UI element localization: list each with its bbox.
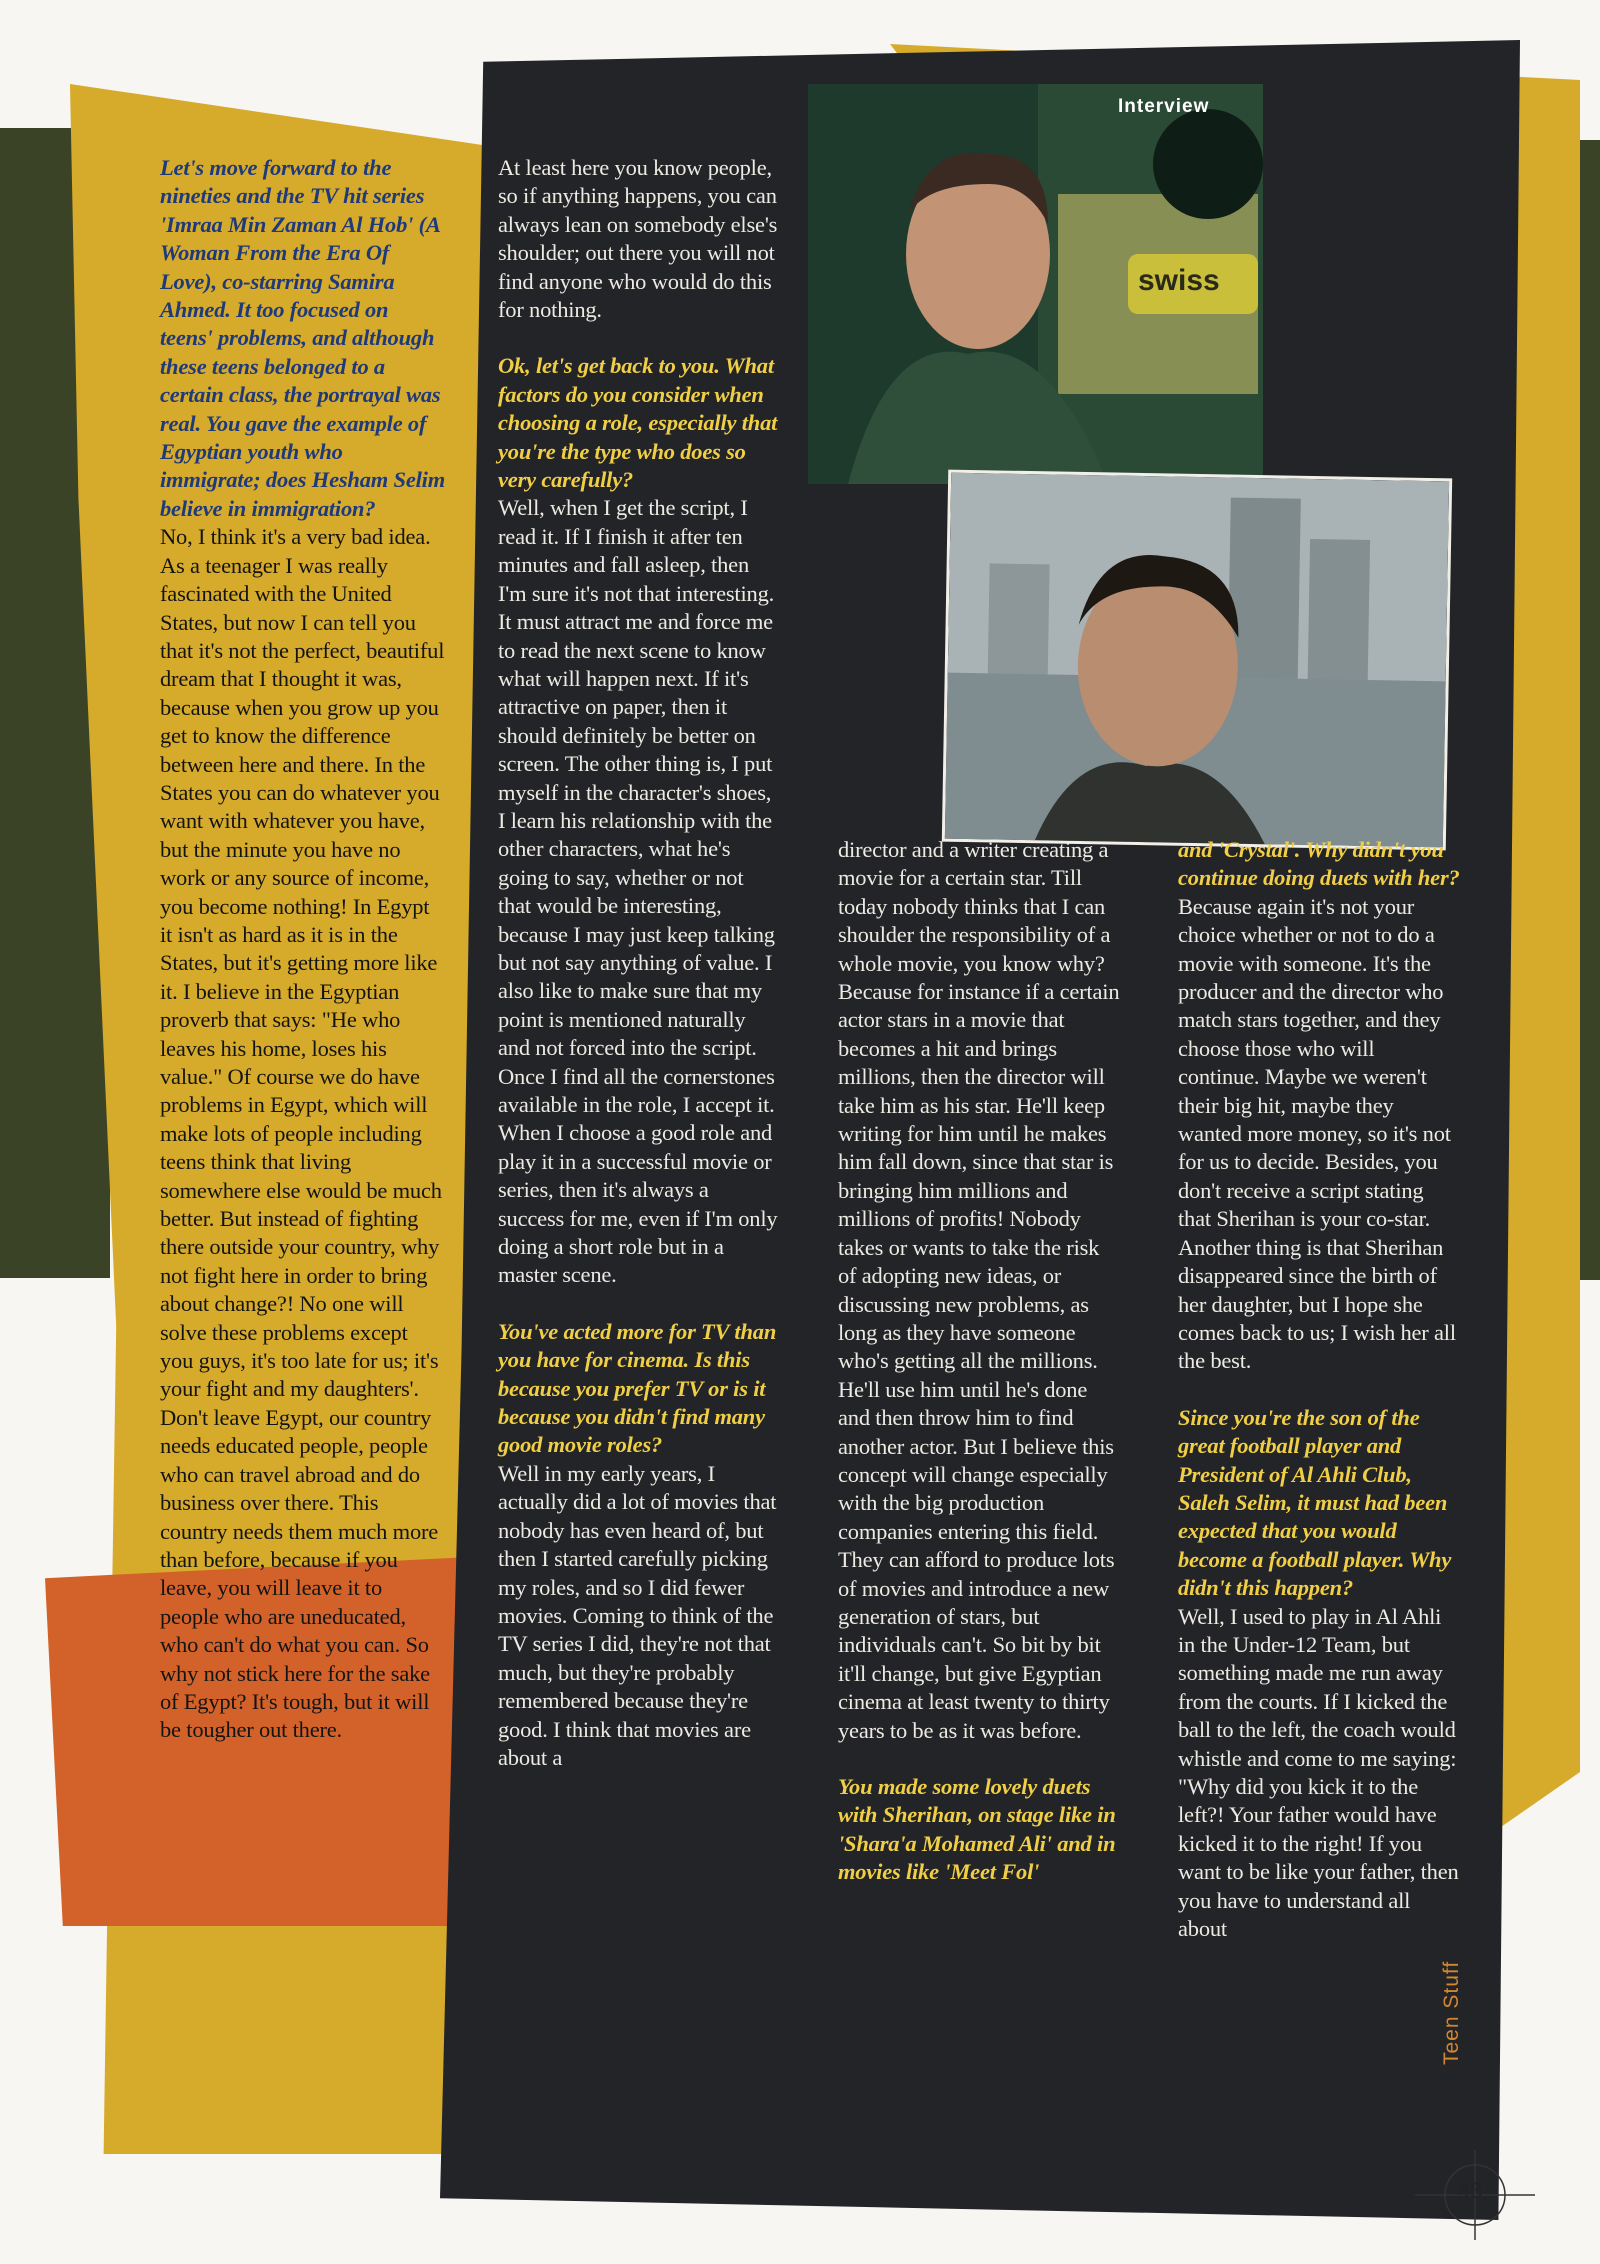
interview-photo-skyline — [942, 470, 1452, 851]
section-label: Interview — [1118, 96, 1210, 117]
article-column-4 — [1178, 836, 1460, 1971]
article-column-2 — [498, 154, 780, 1800]
question-football: Since you're the son of the great football player and President of Al Ahli Club, Saleh Selim, it must had been expected that you would become a football player. Why didn't this happen? — [1178, 1404, 1452, 1601]
question-immigration: Let's move forward to the nineties and the TV hit series 'Imraa Min Zaman Al Hob' (A Woman From the Era Of Love), co-starring Samira Ahmed. It too focused on teens' problems, and although these teens belonged to a certain class, the portrayal was real. You gave the example of Egyptian youth who immigrate; does Hesham Selim believe in immigration? — [160, 155, 446, 521]
answer-choosing-role: Well, when I get the script, I read it. If I finish it after ten minutes and fall asleep, then I'm sure it's not that interesting. It must attract me and force me to read the next scene to know what will happen next. If it's attractive on paper, then it should definitely be better on screen. The other thing is, I put myself in the character's shoes, I learn his relationship with the other characters, what he's going to say, whether or not that would be interesting, because I may just keep talking but not say anything of value. I also like to make sure that my point is mentioned naturally and not forced into the script. Once I find all the cornerstones available in the role, I accept it. When I choose a good role and play it in a successful movie or series, then it's always a success for me, even if I'm only doing a short role but in a master scene. — [498, 495, 778, 1288]
answer-sherihan-duets: Because again it's not your choice whether or not to do a movie with someone. It's the producer and the director who match stars together, and they choose those who will continue. Maybe we weren't their big hit, maybe they wanted more money, so it's not for us to decide. Besides, you don't receive a script stating that Sherihan is your co-star. Another thing is that Sherihan disappeared since the birth of her daughter, but I hope she comes back to us; I wish her all the best. — [1178, 893, 1456, 1374]
article-column-1 — [160, 154, 446, 1773]
answer-tv-vs-cinema-cont: director and a writer creating a movie for a certain star. Till today nobody thinks that I can shoulder the responsibility of a whole movie, you know why? Because for instance if a certain actor stars in a movie that becomes a hit and brings millions, then the director will take him as his star. He'll keep writing for him until he makes him fall down, since that star is bringing him millions and millions of profits! Nobody takes or wants to take the risk of adopting new ideas, or discussing new problems, as long as they have someone who's getting all the millions. He'll use him until he's done and then throw him to find another actor. But I believe this concept will change especially with the big production companies entering this field. They can afford to produce lots of movies and introduce a new generation of stars, but individuals can't. So bit by bit it'll change, but give Egyptian cinema at least twenty to thirty years to be as it was before. — [838, 837, 1120, 1743]
answer-tv-vs-cinema: Well in my early years, I actually did a lot of movies that nobody has even heard of, but then I started carefully picking my roles, and so I did fewer movies. Coming to think of the TV series I did, they're not that much, but they're probably remembered because they're good. I think that movies are about a — [498, 1460, 777, 1770]
answer-football: Well, I used to play in Al Ahli in the Under-12 Team, but something made me run away from the courts. If I kicked the ball to the left, the coach would whistle and come to me saying: "Why did you kick it to the left?! Your father would have kicked it to the right! If you want to be like your father, then you have to understand all about — [1178, 1603, 1459, 1942]
article-column-3 — [838, 836, 1120, 1915]
question-sherihan-duets-cont: and 'Crystal'. Why didn't you continue doing duets with her? — [1178, 837, 1460, 891]
page-number: 43 — [1458, 2178, 1483, 2203]
question-tv-vs-cinema: You've acted more for TV than you have for cinema. Is this because you prefer TV or is it because you didn't find many good movie roles? — [498, 1318, 777, 1458]
answer-immigration: No, I think it's a very bad idea. As a teenager I was really fascinated with the United States, but now I can tell you that it's not the perfect, beautiful dream that I thought it was, because when you grow up you get to know the difference between here and there. In the States you can do whatever you want with whatever you have, but the minute you have no work or any source of income, you become nothing! In Egypt it isn't as hard as it is in the States, but it's getting more like it. I believe in the Egyptian proverb that says: "He who leaves his home, loses his value." Of course we do have problems in Egypt, which will make lots of people including teens think that living somewhere else would be much better. But instead of fighting there outside your country, why not fight here in order to bring about change?! No one will solve these problems except you guys, it's too late for us; it's your fight and my daughters'. Don't leave Egypt, our country needs educated people, people who can travel abroad and do business over there. This country needs them much more than before, because if you leave, you will leave it to people who are uneducated, who can't do what you can. So why not stick here for the sake of Egypt? It's tough, but it will be tougher out there. — [160, 524, 445, 1743]
answer-immigration-cont: At least here you know people, so if anything happens, you can always lean on somebody else's shoulder; out there you will not find anyone who would do this for nothing. — [498, 155, 778, 323]
magazine-section-tag: Teen Stuff — [1440, 1960, 1463, 2065]
interview-photo-camera — [808, 84, 1263, 484]
question-sherihan-duets: You made some lovely duets with Sherihan, on stage like in 'Shara'a Mohamed Ali' and in movies like 'Meet Fol' — [838, 1774, 1116, 1885]
camera-brand-text: swiss — [1138, 264, 1220, 297]
question-choosing-role: Ok, let's get back to you. What factors do you consider when choosing a role, especially that you're the type who does so very carefully? — [498, 353, 778, 493]
skyline-photo-art — [945, 473, 1449, 848]
